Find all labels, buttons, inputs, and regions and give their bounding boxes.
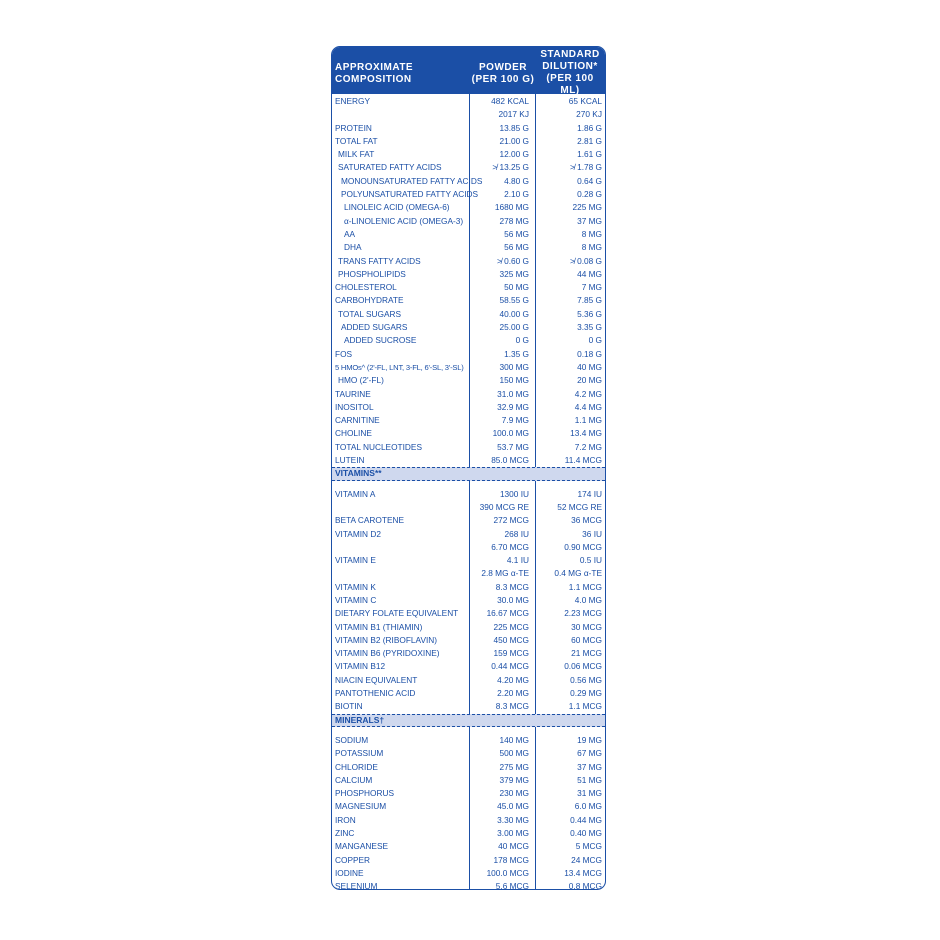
table-row: [332, 135, 605, 148]
nutrient-label: IODINE: [335, 867, 364, 878]
table-row: [332, 148, 605, 161]
dilution-value: 21 MCG: [571, 648, 602, 659]
nutrient-label: MANGANESE: [335, 841, 389, 852]
table-row: [332, 687, 605, 700]
table-row: [332, 554, 605, 567]
table-row: [332, 281, 605, 294]
powder-value: 100.0 MG: [492, 428, 529, 439]
powder-value: 40.00 G: [499, 308, 529, 319]
dilution-value: 37 MG: [577, 761, 602, 772]
table-row: [332, 427, 605, 440]
dilution-value: 65 KCAL: [568, 96, 602, 106]
dilution-value: 5 MCG: [575, 841, 602, 852]
nutrient-label: CHLORIDE: [335, 761, 378, 772]
dilution-value: 30 MCG: [571, 621, 602, 632]
nutrient-label: FOS: [335, 348, 353, 359]
nutrient-label: LUTEIN: [335, 455, 365, 466]
dilution-value: 0.18 G: [577, 348, 602, 359]
table-row: [332, 541, 605, 554]
table-row: [332, 514, 605, 527]
table-row: [332, 660, 605, 673]
powder-value: 272 MCG: [493, 515, 529, 526]
minerals-section-header: [332, 714, 605, 727]
table-row: [332, 528, 605, 541]
dilution-value: 40 MG: [577, 361, 602, 372]
nutrient-label: VITAMIN K: [335, 581, 376, 592]
dilution-value: 0.4 MG α-TE: [554, 568, 602, 579]
table-row: [332, 814, 605, 827]
powder-value: 25.00 G: [499, 322, 529, 333]
table-row: [332, 800, 605, 813]
dilution-value: 0.40 MG: [570, 828, 602, 839]
table-row: [332, 201, 605, 214]
table-row: [332, 787, 605, 800]
nutrition-table: [331, 46, 606, 890]
dilution-value: 1.1 MCG: [568, 581, 602, 592]
powder-value: 4.20 MG: [497, 674, 529, 685]
table-row: [332, 840, 605, 853]
vitamins-section-header: [332, 467, 605, 480]
powder-value: 159 MCG: [493, 648, 529, 659]
mineral-rows: [332, 734, 605, 890]
nutrient-label: SELENIUM: [335, 881, 378, 890]
powder-value: 58.55 G: [499, 295, 529, 306]
powder-value: 268 IU: [504, 528, 529, 539]
dilution-value: 0 G: [588, 335, 602, 346]
powder-value: 56 MG: [504, 228, 529, 239]
table-row: [332, 374, 605, 387]
table-row: [332, 567, 605, 580]
powder-value: 4.1 IU: [506, 555, 529, 566]
nutrient-label: VITAMIN B12: [335, 661, 386, 672]
powder-value: 6.70 MCG: [491, 541, 529, 552]
table-row: [332, 761, 605, 774]
powder-value: 5.6 MCG: [495, 881, 529, 890]
dilution-value: 1.86 G: [577, 122, 602, 133]
dilution-value: 0.06 MCG: [564, 661, 602, 672]
header-dilution: STANDARD DILUTION* (PER 100 ML): [540, 49, 600, 96]
table-row: [332, 647, 605, 660]
dilution-value: 51 MG: [577, 774, 602, 785]
powder-value: 21.00 G: [499, 135, 529, 146]
powder-value: 4.80 G: [504, 175, 529, 186]
powder-value: 390 MCG RE: [479, 501, 529, 512]
nutrient-label: INOSITOL: [335, 401, 374, 412]
powder-value: 85.0 MCG: [491, 455, 529, 466]
powder-value: 56 MG: [504, 242, 529, 253]
nutrient-label: POTASSIUM: [335, 748, 384, 759]
powder-value: 100.0 MCG: [486, 867, 529, 878]
dilution-value: 270 KJ: [576, 109, 602, 120]
powder-value: 2017 KJ: [498, 109, 529, 120]
nutrient-label: POLYUNSATURATED FATTY ACIDS: [341, 189, 479, 200]
dilution-value: 3.35 G: [577, 322, 602, 333]
dilution-value: 13.4 MG: [570, 428, 602, 439]
table-row: [332, 734, 605, 747]
nutrient-label: LINOLEIC ACID (OMEGA-6): [344, 202, 450, 213]
dilution-value: 2.23 MCG: [564, 608, 602, 619]
dilution-value: 7.2 MG: [574, 441, 602, 452]
powder-value: 8.3 MCG: [495, 701, 529, 712]
dilution-value: 36 IU: [582, 528, 602, 539]
nutrient-label: BETA CAROTENE: [335, 515, 404, 526]
powder-value: 140 MG: [499, 734, 529, 745]
powder-value: 2.10 G: [504, 189, 529, 200]
powder-value: 230 MG: [499, 788, 529, 799]
nutrient-label: MONOUNSATURATED FATTY ACIDS: [341, 175, 483, 186]
nutrient-label: SATURATED FATTY ACIDS: [338, 162, 442, 173]
table-row: [332, 361, 605, 374]
powder-value: 300 MG: [499, 361, 529, 372]
powder-value: 325 MG: [499, 268, 529, 279]
table-row: [332, 188, 605, 201]
nutrient-label: 5 HMOs^ (2'-FL, LNT, 3-FL, 6'-SL, 3'-SL): [335, 362, 464, 372]
nutrient-label: VITAMIN C: [335, 594, 377, 605]
dilution-value: 31 MG: [577, 788, 602, 799]
table-row: [332, 108, 605, 121]
table-row: [332, 594, 605, 607]
powder-value: 1.35 G: [504, 348, 529, 359]
dilution-value: 60 MCG: [571, 634, 602, 645]
dilution-value: 1.1 MG: [574, 415, 602, 426]
header-composition: APPROXIMATE COMPOSITION: [335, 62, 414, 85]
table-row: [332, 294, 605, 307]
powder-value: 278 MG: [499, 215, 529, 226]
vitamin-rows: [332, 488, 605, 714]
table-row: [332, 388, 605, 401]
dilution-value: ≯ 0.08 G: [569, 255, 602, 266]
powder-value: 0.44 MCG: [491, 661, 529, 672]
table-row: [332, 674, 605, 687]
nutrient-label: CHOLESTEROL: [335, 282, 397, 293]
nutrient-label: ZINC: [335, 828, 355, 839]
dilution-value: 44 MG: [577, 268, 602, 279]
table-row: [332, 607, 605, 620]
nutrient-label: PHOSPHOLIPIDS: [338, 268, 406, 279]
table-row: [332, 308, 605, 321]
table-row: [332, 867, 605, 880]
dilution-value: 0.56 MG: [570, 674, 602, 685]
dilution-value: 4.4 MG: [574, 401, 602, 412]
dilution-value: 225 MG: [572, 202, 602, 213]
powder-value: 7.9 MG: [501, 415, 529, 426]
nutrient-label: BIOTIN: [335, 701, 363, 712]
nutrient-label: CARBOHYDRATE: [335, 295, 404, 306]
powder-value: 482 KCAL: [491, 96, 529, 106]
nutrient-label: HMO (2'-FL): [338, 375, 384, 386]
dilution-value: 4.0 MG: [574, 594, 602, 605]
nutrient-label: PROTEIN: [335, 122, 372, 133]
dilution-value: 0.64 G: [577, 175, 602, 186]
dilution-value: 0.44 MG: [570, 814, 602, 825]
powder-value: 40 MCG: [498, 841, 529, 852]
table-row: [332, 255, 605, 268]
nutrient-label: CARNITINE: [335, 415, 380, 426]
dilution-value: 7 MG: [581, 282, 602, 293]
nutrient-label: CHOLINE: [335, 428, 372, 439]
nutrient-label: DHA: [344, 242, 362, 253]
powder-value: ≯ 0.60 G: [496, 255, 529, 266]
dilution-value: 5.36 G: [577, 308, 602, 319]
table-body: [332, 95, 605, 890]
dilution-value: 11.4 MCG: [564, 455, 602, 466]
table-row: [332, 414, 605, 427]
powder-value: 500 MG: [499, 748, 529, 759]
powder-value: 16.67 MCG: [486, 608, 529, 619]
nutrient-label: TOTAL FAT: [335, 135, 378, 146]
nutrient-label: ADDED SUGARS: [341, 322, 408, 333]
table-header: [332, 47, 605, 94]
dilution-value: 0.28 G: [577, 189, 602, 200]
dilution-value: 0.29 MG: [570, 688, 602, 699]
table-row: [332, 348, 605, 361]
dilution-value: ≯ 1.78 G: [569, 162, 602, 173]
dilution-value: 19 MG: [577, 734, 602, 745]
powder-value: 53.7 MG: [497, 441, 529, 452]
dilution-value: 0.8 MCG: [568, 881, 602, 890]
dilution-value: 0.5 IU: [579, 555, 602, 566]
dilution-value: 1.1 MCG: [568, 701, 602, 712]
table-row: [332, 454, 605, 467]
dilution-value: 13.4 MCG: [564, 867, 602, 878]
table-row: [332, 334, 605, 347]
dilution-value: 0.90 MCG: [564, 541, 602, 552]
minerals-title: MINERALS†: [335, 714, 385, 725]
nutrient-label: DIETARY FOLATE EQUIVALENT: [335, 608, 459, 619]
powder-value: 30.0 MG: [497, 594, 529, 605]
dilution-value: 174 IU: [577, 488, 602, 499]
powder-value: 150 MG: [499, 375, 529, 386]
powder-value: ≯ 13.25 G: [492, 162, 529, 173]
powder-value: 379 MG: [499, 774, 529, 785]
table-row: [332, 161, 605, 174]
table-row: [332, 122, 605, 135]
table-row: [332, 95, 605, 108]
table-row: [332, 268, 605, 281]
nutrient-label: SODIUM: [335, 734, 369, 745]
powder-value: 32.9 MG: [497, 401, 529, 412]
powder-value: 450 MCG: [493, 634, 529, 645]
table-row: [332, 241, 605, 254]
powder-value: 1300 IU: [499, 488, 529, 499]
dilution-value: 1.61 G: [577, 149, 602, 160]
powder-value: 2.20 MG: [497, 688, 529, 699]
nutrient-label: MAGNESIUM: [335, 801, 387, 812]
dilution-value: 6.0 MG: [574, 801, 602, 812]
dilution-value: 7.85 G: [577, 295, 602, 306]
powder-value: 1680 MG: [494, 202, 529, 213]
table-row: [332, 441, 605, 454]
nutrient-label: PHOSPHORUS: [335, 788, 395, 799]
nutrient-label: VITAMIN B1 (THIAMIN): [335, 621, 423, 632]
dilution-value: 37 MG: [577, 215, 602, 226]
powder-value: 275 MG: [499, 761, 529, 772]
table-row: [332, 634, 605, 647]
nutrient-label: COPPER: [335, 854, 371, 865]
nutrient-label: IRON: [335, 814, 356, 825]
table-row: [332, 401, 605, 414]
table-row: [332, 774, 605, 787]
powder-value: 178 MCG: [493, 854, 529, 865]
table-row: [332, 215, 605, 228]
powder-value: 8.3 MCG: [495, 581, 529, 592]
header-powder: POWDER (PER 100 G): [471, 62, 535, 85]
table-row: [332, 581, 605, 594]
powder-value: 45.0 MG: [497, 801, 529, 812]
nutrient-label: TOTAL NUCLEOTIDES: [335, 441, 422, 452]
nutrient-label: NIACIN EQUIVALENT: [335, 674, 418, 685]
dilution-value: 52 MCG RE: [557, 501, 602, 512]
nutrient-label: VITAMIN D2: [335, 528, 381, 539]
table-row: [332, 880, 605, 890]
nutrient-label: VITAMIN E: [335, 555, 376, 566]
dilution-value: 67 MG: [577, 748, 602, 759]
dilution-value: 20 MG: [577, 375, 602, 386]
table-row: [332, 228, 605, 241]
nutrient-label: CALCIUM: [335, 774, 373, 785]
table-row: [332, 700, 605, 713]
table-row: [332, 488, 605, 501]
dilution-value: 36 MCG: [571, 515, 602, 526]
dilution-value: 4.2 MG: [574, 388, 602, 399]
table-row: [332, 747, 605, 760]
powder-value: 31.0 MG: [497, 388, 529, 399]
powder-value: 13.85 G: [499, 122, 529, 133]
powder-value: 3.30 MG: [497, 814, 529, 825]
composition-rows: [332, 95, 605, 467]
dilution-value: 8 MG: [581, 242, 602, 253]
nutrient-label: AA: [344, 228, 356, 239]
nutrient-label: VITAMIN A: [335, 488, 376, 499]
table-row: [332, 621, 605, 634]
nutrient-label: TOTAL SUGARS: [338, 308, 402, 319]
nutrient-label: PANTOTHENIC ACID: [335, 688, 416, 699]
table-row: [332, 501, 605, 514]
nutrient-label: VITAMIN B6 (PYRIDOXINE): [335, 648, 440, 659]
dilution-value: 2.81 G: [577, 135, 602, 146]
vitamins-title: VITAMINS**: [335, 468, 382, 479]
powder-value: 12.00 G: [499, 149, 529, 160]
powder-value: 3.00 MG: [497, 828, 529, 839]
nutrient-label: VITAMIN B2 (RIBOFLAVIN): [335, 634, 438, 645]
nutrient-label: TAURINE: [335, 388, 371, 399]
table-row: [332, 827, 605, 840]
powder-value: 50 MG: [504, 282, 529, 293]
dilution-value: 8 MG: [581, 228, 602, 239]
table-row: [332, 175, 605, 188]
nutrient-label: TRANS FATTY ACIDS: [338, 255, 421, 266]
table-row: [332, 854, 605, 867]
nutrient-label: ADDED SUCROSE: [344, 335, 417, 346]
table-row: [332, 321, 605, 334]
nutrient-label: MILK FAT: [338, 149, 375, 160]
nutrient-label: α-LINOLENIC ACID (OMEGA-3): [344, 215, 464, 226]
dilution-value: 24 MCG: [571, 854, 602, 865]
powder-value: 0 G: [515, 335, 529, 346]
powder-value: 2.8 MG α-TE: [481, 568, 529, 579]
nutrient-label: ENERGY: [335, 96, 371, 106]
powder-value: 225 MCG: [493, 621, 529, 632]
